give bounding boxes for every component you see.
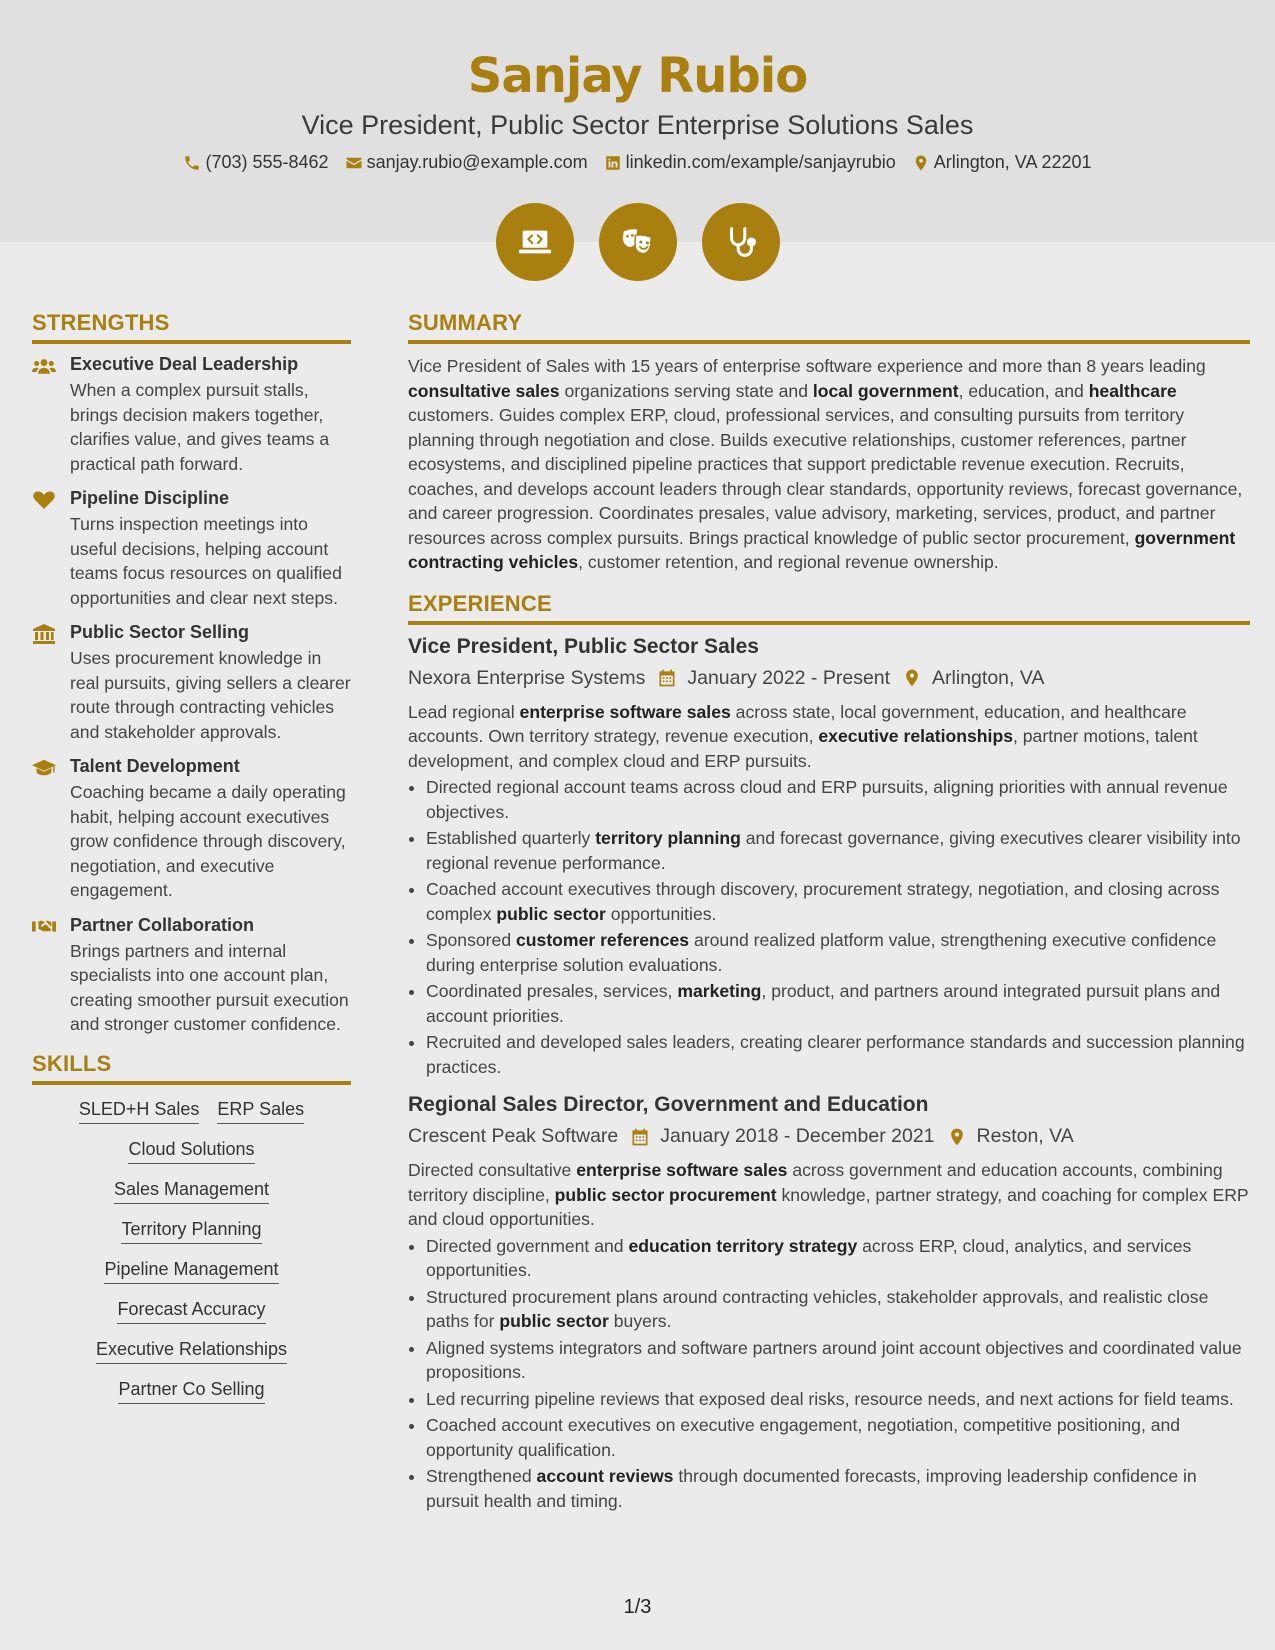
company-name: Crescent Peak Software xyxy=(408,1125,619,1147)
text-run: , partner motions, talent development, and complex cloud and ERP pursuits. xyxy=(408,726,1198,771)
map-marker-icon xyxy=(912,154,930,172)
highlight-text: enterprise software sales xyxy=(519,701,731,722)
text-run: across state, local government, education, and healthcare accounts. Own territory strategy, revenue execution, xyxy=(408,701,1187,746)
text-run: Strengthened xyxy=(426,1466,537,1486)
skill-tag: Cloud Solutions xyxy=(128,1139,254,1164)
strength-description: When a complex pursuit stalls, brings decision makers together, clarifies value, and gives teams a practical path forward. xyxy=(70,380,330,474)
text-run: buyers. xyxy=(608,1311,672,1331)
job-location xyxy=(902,667,1044,690)
header-band xyxy=(0,0,1275,242)
candidate-name: Sanjay Rubio xyxy=(467,48,808,104)
job-dates-text: January 2018 - December 2021 xyxy=(660,1125,935,1147)
job-entry xyxy=(408,635,1250,1080)
linkedin-text: linkedin.com/example/sanjayrubio xyxy=(625,152,896,172)
strengths-list xyxy=(32,354,351,1037)
strength-title: Executive Deal Leadership xyxy=(70,354,299,374)
highlight-text: executive relationships xyxy=(818,726,1013,746)
skill-row xyxy=(118,1379,264,1404)
bullet-item xyxy=(426,877,1250,926)
skill-tag: Partner Co Selling xyxy=(118,1379,264,1404)
strength-item xyxy=(32,756,351,903)
highlight-text: territory planning xyxy=(595,828,741,848)
laptop-code-icon xyxy=(516,223,554,261)
theater-masks-badge xyxy=(599,203,677,281)
envelope-icon xyxy=(345,154,363,172)
email-text: sanjay.rubio@example.com xyxy=(366,152,588,172)
text-run: Coordinated presales, services, xyxy=(426,981,678,1001)
text-run: across government and education accounts, combining territory discipline, xyxy=(408,1160,1223,1205)
text-run: Coached account executives on executive engagement, negotiation, competitive positioning, and opportunity qualification. xyxy=(426,1415,1181,1460)
bullet-item xyxy=(426,1285,1250,1334)
text-run: Vice President of Sales with 15 years of enterprise software experience and more than 8 years leading xyxy=(408,356,1206,376)
job-location-text: Reston, VA xyxy=(976,1125,1074,1147)
experience-heading: EXPERIENCE xyxy=(408,591,1250,625)
job-dates-text: January 2022 - Present xyxy=(687,666,891,689)
company-name: Nexora Enterprise Systems xyxy=(408,666,646,689)
contact-email[interactable] xyxy=(345,152,588,173)
skill-tag: Territory Planning xyxy=(121,1219,261,1244)
text-run: , product, and partners around integrated pursuit plans and account priorities. xyxy=(426,981,1221,1026)
theater-masks-icon xyxy=(619,223,657,261)
job-bullets xyxy=(426,1234,1250,1514)
text-run: Structured procurement plans around contracting vehicles, stakeholder approvals, and realistic close paths for xyxy=(426,1286,1209,1331)
highlight-text: public sector xyxy=(499,1311,609,1331)
text-run: Directed government and xyxy=(426,1235,629,1256)
location-text: Arlington, VA 22201 xyxy=(933,152,1092,172)
job-dates xyxy=(630,1125,934,1148)
job-entry xyxy=(408,1093,1250,1513)
text-run: , education, and xyxy=(958,380,1089,401)
job-title: Regional Sales Director, Government and Education xyxy=(408,1093,929,1116)
text-run: around realized platform value, strengthening executive confidence during enterprise solution evaluations. xyxy=(426,930,1217,975)
highlight-text: enterprise software sales xyxy=(576,1160,788,1180)
text-run: Established quarterly xyxy=(426,828,596,848)
skill-tag: SLED+H Sales xyxy=(79,1099,200,1124)
bullet-item xyxy=(426,826,1250,875)
candidate-title: Vice President, Public Sector Enterprise Solutions Sales xyxy=(301,110,974,140)
map-marker-icon xyxy=(902,668,922,688)
highlight-text: consultative sales xyxy=(408,380,560,401)
calendar-icon xyxy=(630,1127,650,1147)
job-description xyxy=(408,700,1250,774)
bullet-item xyxy=(426,979,1250,1028)
highlight-text: public sector procurement xyxy=(554,1184,777,1205)
contact-bar xyxy=(0,152,1275,173)
linkedin-icon xyxy=(604,154,622,172)
bullet-item xyxy=(426,928,1250,977)
contact-location xyxy=(912,152,1092,173)
text-run: Recruited and developed sales leaders, creating clearer performance standards and succession planning practices. xyxy=(426,1032,1245,1077)
skill-row xyxy=(114,1179,269,1204)
text-run: customers. Guides complex ERP, cloud, professional services, and consulting pursuits from territory planning through negotiation and close. Builds executive relationships, customer references, partner ecosystems, and disciplined pipeline practices that support predictable revenue execution. Recruits, coaches, and develops account leaders through clear standards, opportunity reviews, forecast governance, and career progression. Coordinates presales, value advisory, marketing, services, product, and partner resources across complex pursuits. Brings practical knowledge of public sector procurement, xyxy=(408,405,1243,548)
bullet-item xyxy=(426,1234,1250,1283)
contact-phone[interactable] xyxy=(183,152,328,173)
job-title: Vice President, Public Sector Sales xyxy=(408,634,759,658)
skill-tag: Pipeline Management xyxy=(104,1259,278,1284)
job-meta xyxy=(408,667,1250,690)
text-run: Lead regional xyxy=(408,701,520,722)
job-location-text: Arlington, VA xyxy=(932,666,1045,689)
highlight-text: education territory strategy xyxy=(628,1235,858,1256)
summary-text xyxy=(408,354,1250,575)
bullet-item xyxy=(426,775,1250,824)
experience-list xyxy=(408,635,1250,1514)
calendar-icon xyxy=(657,668,677,688)
skill-row xyxy=(117,1299,265,1324)
landmark-icon xyxy=(32,622,58,744)
job-meta xyxy=(408,1125,1250,1148)
text-run: and forecast governance, giving executives clearer visibility into regional revenue performance. xyxy=(426,828,1241,873)
text-run: , customer retention, and regional revenue ownership. xyxy=(578,552,999,572)
highlight-text: marketing xyxy=(677,981,762,1001)
skill-tag: Sales Management xyxy=(114,1179,269,1204)
text-run: through documented forecasts, improving leadership confidence in pursuit health and timing. xyxy=(426,1466,1197,1511)
stethoscope-icon xyxy=(722,223,760,261)
right-column xyxy=(408,310,1250,1527)
text-run: Directed consultative xyxy=(408,1160,577,1180)
strength-item xyxy=(32,915,351,1037)
skills-heading: SKILLS xyxy=(32,1051,351,1085)
highlight-text: account reviews xyxy=(536,1466,674,1486)
strength-description: Uses procurement knowledge in real pursuits, giving sellers a clearer route through contracting vehicles and stakeholder approvals. xyxy=(70,648,351,742)
bullet-item xyxy=(426,1336,1250,1385)
text-run: opportunities. xyxy=(605,903,717,924)
users-icon xyxy=(32,354,58,476)
heart-icon xyxy=(32,488,58,610)
bullet-item xyxy=(426,1387,1250,1412)
job-bullets xyxy=(426,775,1250,1079)
job-location xyxy=(947,1125,1074,1148)
phone-icon xyxy=(183,154,201,172)
text-run: Coached account executives through discovery, procurement strategy, negotiation, and closing across complex xyxy=(426,879,1220,924)
strength-title: Talent Development xyxy=(70,756,240,776)
graduation-cap-icon xyxy=(32,756,58,903)
skill-row xyxy=(96,1339,287,1364)
contact-linkedin[interactable] xyxy=(604,152,896,173)
highlight-text: customer references xyxy=(516,930,690,950)
handshake-icon xyxy=(32,915,58,1037)
strength-description: Brings partners and internal specialists into one account plan, creating smoother pursuit execution and stronger customer confidence. xyxy=(70,940,349,1034)
text-run: knowledge, partner strategy, and coaching for complex ERP and cloud opportunities. xyxy=(408,1184,1249,1229)
strength-title: Pipeline Discipline xyxy=(70,488,230,508)
text-run: Led recurring pipeline reviews that exposed deal risks, resource needs, and next actions for field teams. xyxy=(426,1388,1234,1409)
highlight-text: healthcare xyxy=(1088,380,1177,401)
left-column xyxy=(32,310,351,1404)
interest-badges xyxy=(0,203,1275,281)
skill-row xyxy=(128,1139,254,1164)
job-description xyxy=(408,1158,1250,1232)
strength-description: Coaching became a daily operating habit, helping account executives grow confidence through discovery, negotiation, and executive engagement. xyxy=(70,782,346,900)
text-run: across ERP, cloud, analytics, and services opportunities. xyxy=(426,1235,1192,1280)
highlight-text: public sector xyxy=(496,903,606,924)
strength-title: Partner Collaboration xyxy=(70,914,255,935)
skill-tag: Executive Relationships xyxy=(96,1339,287,1364)
strength-item xyxy=(32,622,351,744)
strengths-heading: STRENGTHS xyxy=(32,310,351,344)
map-marker-icon xyxy=(947,1127,967,1147)
job-dates xyxy=(657,667,890,690)
strength-title: Public Sector Selling xyxy=(70,622,250,642)
skill-tag: ERP Sales xyxy=(217,1099,304,1124)
page-number: 1/3 xyxy=(623,1596,652,1618)
text-run: Directed regional account teams across cloud and ERP pursuits, aligning priorities with annual revenue objectives. xyxy=(426,777,1228,822)
summary-heading: SUMMARY xyxy=(408,310,1250,344)
text-run: Aligned systems integrators and software partners around joint account objectives and coordinated value propositions. xyxy=(426,1337,1242,1382)
bullet-item xyxy=(426,1464,1250,1513)
bullet-item xyxy=(426,1030,1250,1079)
skills-list xyxy=(32,1099,351,1404)
laptop-code-badge xyxy=(496,203,574,281)
text-run: organizations serving state and xyxy=(559,380,813,401)
strength-description: Turns inspection meetings into useful decisions, helping account teams focus resources on qualified opportunities and clear next steps. xyxy=(70,514,342,608)
highlight-text: local government xyxy=(812,380,959,401)
strength-item xyxy=(32,354,351,476)
skill-tag: Forecast Accuracy xyxy=(117,1299,265,1324)
skill-row xyxy=(79,1099,304,1124)
text-run: Sponsored xyxy=(426,930,516,950)
stethoscope-badge xyxy=(702,203,780,281)
phone-text: (703) 555-8462 xyxy=(205,152,329,172)
bullet-item xyxy=(426,1413,1250,1462)
skill-row xyxy=(121,1219,261,1244)
strength-item xyxy=(32,488,351,610)
skill-row xyxy=(104,1259,278,1284)
highlight-text: government contracting vehicles xyxy=(408,527,1236,572)
